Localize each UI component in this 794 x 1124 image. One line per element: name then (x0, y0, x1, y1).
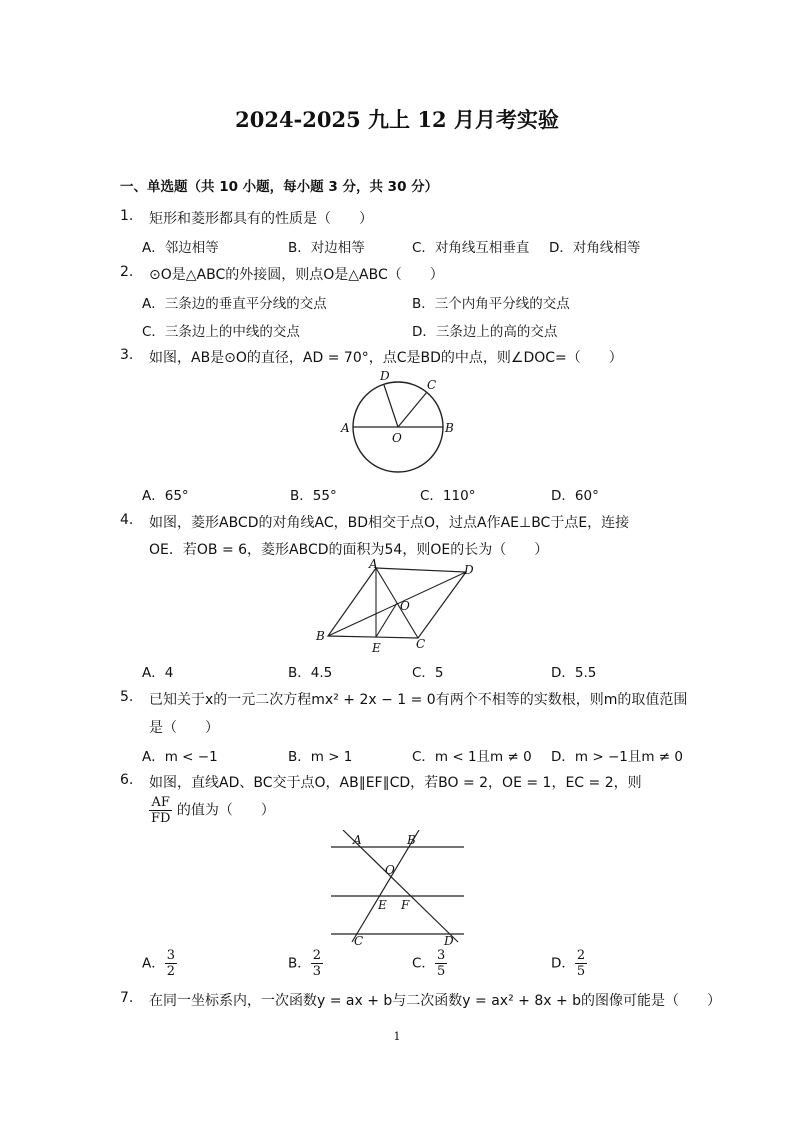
option-d: D．60° (551, 488, 599, 504)
question-text: 如图，AB是⊙O的直径，AD = 70°，点C是BD的中点，则∠DOC=（ ） (149, 350, 623, 366)
option-label: B． (288, 955, 311, 972)
option-b: B．4.5 (288, 665, 333, 681)
option-b (288, 948, 323, 979)
point-label: O (392, 431, 402, 445)
fraction-numerator: 3 (166, 948, 176, 963)
point-label: O (385, 863, 395, 877)
question-text: 已知关于x的一元二次方程mx² + 2x − 1 = 0有两个不相等的实数根，则m的取值范围 (149, 692, 688, 708)
question-text: 的值为（ ） (176, 802, 275, 819)
page-number: 1 (393, 1030, 401, 1043)
question-text: 如图，直线AD、BC交于点O，AB∥EF∥CD，若BO = 2，OE = 1，EC = 2，则 (149, 775, 642, 791)
fraction-denominator: FD (151, 811, 171, 826)
option-a (142, 948, 177, 979)
option-b: B．55° (290, 488, 337, 504)
point-label: D (464, 563, 474, 577)
point-label: B (316, 629, 325, 643)
point-label: O (400, 599, 410, 613)
point-label: A (341, 421, 350, 435)
point-label: D (380, 369, 390, 383)
point-label: E (372, 641, 381, 655)
point-label: B (407, 833, 416, 847)
fraction-denominator: 5 (436, 964, 446, 979)
option-b: B．对边相等 (288, 240, 365, 256)
option-a: A．65° (142, 488, 189, 504)
point-label: B (445, 421, 454, 435)
circle-figure (335, 365, 465, 480)
option-d: D．三条边上的高的交点 (412, 324, 558, 340)
question-text: 矩形和菱形都具有的性质是（ ） (149, 211, 373, 227)
question-number: 2. (120, 264, 134, 280)
fraction-denominator: 3 (312, 964, 322, 979)
option-label: D． (551, 955, 575, 972)
fraction-denominator: 2 (166, 964, 176, 979)
question-number: 3. (120, 347, 134, 363)
option-a: A．m < −1 (142, 749, 218, 765)
option-c: C．m < 1且m ≠ 0 (412, 749, 532, 765)
question-number: 5. (120, 689, 134, 705)
question-text: 在同一坐标系内，一次函数y = ax + b与二次函数y = ax² + 8x + b的图像可能是（ ） (149, 993, 722, 1009)
point-label: A (369, 558, 378, 571)
question-text: ⊙O是△ABC的外接圆，则点O是△ABC（ ） (149, 267, 444, 283)
option-label: C． (412, 955, 435, 972)
fraction-numerator: 3 (436, 948, 446, 963)
fraction-denominator: 5 (576, 964, 586, 979)
question-number: 7. (120, 990, 134, 1006)
option-b: B．m > 1 (288, 749, 353, 765)
fraction-numerator: AF (149, 795, 172, 811)
option-c: C．5 (412, 665, 444, 681)
parallel-lines-figure (325, 830, 470, 948)
point-label: C (427, 378, 437, 392)
question-text: OE．若OB = 6，菱形ABCD的面积为54，则OE的长为（ ） (149, 542, 549, 558)
point-label: D (444, 934, 454, 948)
option-c: C．110° (420, 488, 476, 504)
option-a: A．三条边的垂直平分线的交点 (142, 296, 327, 312)
option-c: C．三条边上的中线的交点 (142, 324, 300, 340)
point-label: E (378, 898, 387, 912)
point-label: F (401, 898, 410, 912)
option-d: D．m > −1且m ≠ 0 (551, 749, 683, 765)
option-c (412, 948, 447, 979)
point-label: A (353, 833, 362, 847)
option-a: A．4 (142, 665, 174, 681)
rhombus-figure (312, 558, 487, 658)
fraction-numerator: 2 (576, 948, 586, 963)
option-a: A．邻边相等 (142, 240, 219, 256)
option-d: D．5.5 (551, 665, 597, 681)
question-text: 是（ ） (149, 720, 219, 736)
option-d (551, 948, 587, 979)
point-label: C (354, 934, 364, 948)
fraction (149, 795, 172, 826)
question-number: 4. (120, 512, 134, 528)
point-label: C (416, 637, 426, 651)
section-heading: 一、单选题（共 10 小题，每小题 3 分，共 30 分） (120, 179, 439, 195)
option-b: B．三个内角平分线的交点 (412, 296, 570, 312)
option-d: D．对角线相等 (549, 240, 641, 256)
question-text: 如图，菱形ABCD的对角线AC，BD相交于点O，过点A作AE⊥BC于点E，连接 (149, 515, 630, 531)
fraction-line (149, 795, 275, 826)
question-number: 1. (120, 208, 134, 224)
question-number: 6. (120, 772, 134, 788)
fraction-numerator: 2 (312, 948, 322, 963)
page-title: 2024-2025 九上 12 月月考实验 (235, 107, 559, 132)
option-label: A． (142, 955, 165, 972)
option-c: C．对角线互相垂直 (412, 240, 530, 256)
